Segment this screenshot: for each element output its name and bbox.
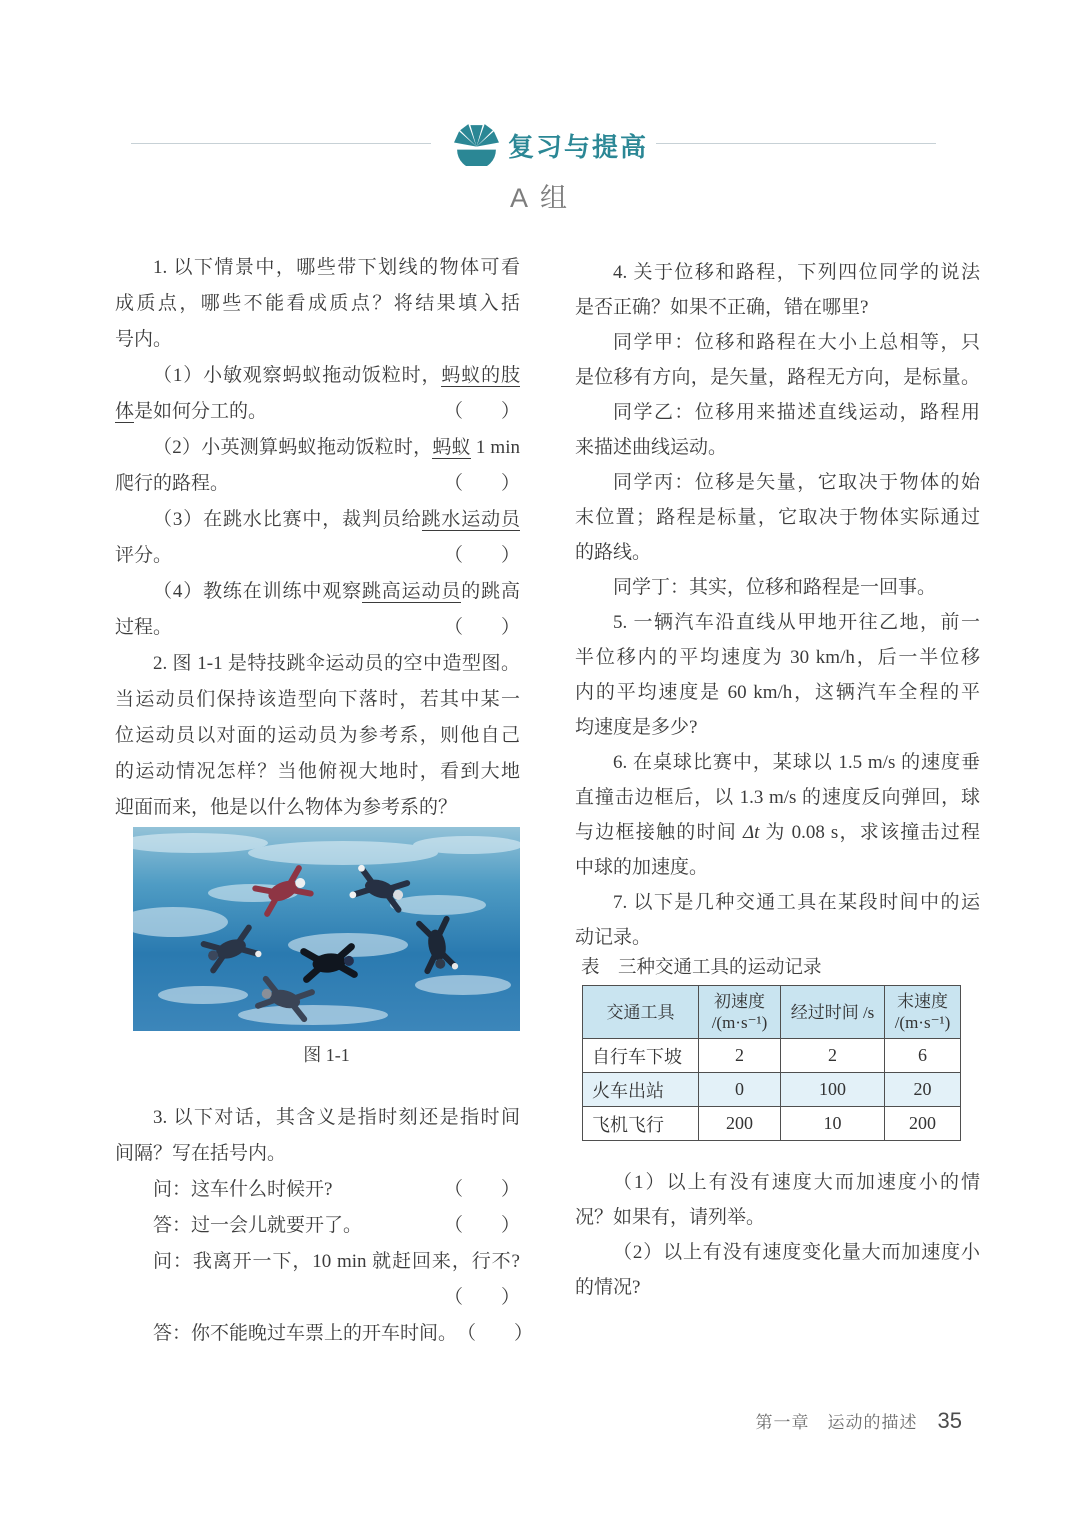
page-footer (756, 1408, 962, 1434)
text-line: 5. 一辆汽车沿直线从甲地开往乙地，前一 (613, 612, 980, 633)
text-line: 成质点，哪些不能看成质点？将结果填入括 (115, 293, 520, 314)
page-number: 35 (937, 1408, 962, 1433)
text-line: 均速度是多少? (575, 717, 698, 738)
text-line: 问：我离开一下，10 min 就赶回来，行不? (153, 1251, 520, 1272)
text-line: 与边框接触的时间 Δt 为 0.08 s，求该撞击过程 (575, 822, 980, 843)
text-line: 中球的加速度。 (575, 857, 709, 878)
text-line: （2）以上有没有速度变化量大而加速度小 (613, 1242, 980, 1263)
text-line: 迎面而来，他是以什么物体为参考系的？ (115, 797, 458, 818)
text-line: 3. 以下对话，其含义是指时刻还是指时间 (153, 1107, 520, 1128)
left-column (115, 250, 520, 826)
text-line: 位运动员以对面的运动员为参考系，则他自己 (115, 725, 520, 746)
text-line-with-blank: 答：你不能晚过车票上的开车时间。 （ ） (115, 1316, 520, 1352)
left-column-q3 (115, 1100, 534, 1352)
group-a-heading: A 组 (509, 183, 571, 213)
text-line-with-blank: 问：这车什么时候开? （ ） (115, 1172, 520, 1208)
section-title: 复习与提高 (508, 132, 649, 162)
col-header-initial-speed: 初速度 /(m·s⁻¹) (699, 986, 781, 1039)
text-line: 末位置；路程是标量，它取决于物体实际通过 (575, 507, 980, 528)
text-line: 内的平均速度是 60 km/h，这辆汽车全程的平 (575, 682, 980, 703)
text-line-with-blank: 评分。 （ ） (115, 538, 520, 574)
text-line: 是否正确？如果不正确，错在哪里? (575, 297, 869, 318)
answer-blank: （ ） (443, 617, 520, 638)
header-rule-left (131, 143, 431, 144)
text-line: 动记录。 (575, 927, 652, 948)
text-line: （3）在跳水比赛中，裁判员给跳水运动员 (153, 509, 520, 530)
text-line: 来描述曲线运动。 (575, 437, 728, 458)
text-line: 的运动情况怎样？当他俯视大地时，看到大地 (115, 761, 520, 782)
table-row: 自行车下坡 2 2 6 (583, 1039, 961, 1073)
text-line: 同学丁：其实，位移和路程是一回事。 (613, 577, 937, 598)
text-line-with-blank: 答：过一会儿就要开了。 （ ） (115, 1208, 520, 1244)
text-line: 当运动员们保持该造型向下落时，若其中某一 (115, 689, 520, 710)
col-header-vehicle: 交通工具 (583, 986, 699, 1039)
text-line: 同学乙：位移用来描述直线运动，路程用 (613, 402, 980, 423)
text-line: 直撞击边框后，以 1.3 m/s 的速度反向弹回，球 (575, 787, 980, 808)
text-line: 况？如果有，请列举。 (575, 1207, 766, 1228)
text-line: 号内。 (115, 329, 173, 350)
text-line: （2）小英测算蚂蚁拖动饭粒时，蚂蚁 1 min (153, 437, 520, 458)
table-row: 火车出站 0 100 20 (583, 1073, 961, 1107)
col-header-elapsed-time: 经过时间 /s (781, 986, 885, 1039)
motion-record-table (582, 985, 961, 1141)
answer-blank-line (115, 1280, 520, 1316)
text-line-with-blank: 体是如何分工的。 （ ） (115, 394, 520, 430)
text-line: （1）小敏观察蚂蚁拖动饭粒时，蚂蚁的肢 (153, 365, 520, 386)
text-line: 同学甲：位移和路程在大小上总相等，只 (613, 332, 980, 353)
table-row: 飞机飞行 200 10 200 (583, 1107, 961, 1141)
text-line-with-blank: 过程。 （ ） (115, 610, 520, 646)
text-line: （4）教练在训练中观察跳高运动员的跳高 (153, 581, 520, 602)
text-line: 7. 以下是几种交通工具在某段时间中的运 (613, 892, 980, 913)
col-header-final-speed: 末速度 /(m·s⁻¹) (885, 986, 961, 1039)
chapter-title: 第一章 运动的描述 (755, 1413, 918, 1432)
answer-blank: （ ） (443, 473, 520, 494)
figure-caption: 图 1-1 (303, 1045, 350, 1065)
answer-blank: （ ） (443, 1287, 520, 1308)
text-line: 6. 在桌球比赛中，某球以 1.5 m/s 的速度垂 (613, 752, 980, 773)
text-line-with-blank: 爬行的路程。 （ ） (115, 466, 520, 502)
answer-blank: （ ） (443, 401, 520, 422)
answer-blank: （ ） (457, 1323, 534, 1344)
text-line: 间隔？写在括号内。 (115, 1143, 287, 1164)
text-line: 是位移有方向，是矢量，路程无方向，是标量。 (575, 367, 980, 388)
figure-1-1 (133, 827, 520, 1066)
text-line: 2. 图 1-1 是特技跳伞运动员的空中造型图。 (153, 653, 520, 674)
right-column (575, 255, 980, 1305)
header-rule-right (656, 143, 936, 144)
skydivers-photo (133, 827, 520, 1031)
text-line: 4. 关于位移和路程，下列四位同学的说法 (613, 262, 980, 283)
table-caption: 表 三种交通工具的运动记录 (581, 958, 822, 978)
text-line: 同学丙：位移是矢量，它取决于物体的始 (613, 472, 980, 493)
text-line: （1）以上有没有速度大而加速度小的情 (613, 1172, 980, 1193)
text-line: 半位移内的平均速度为 30 km/h，后一半位移 (575, 647, 980, 668)
lotus-icon (453, 119, 500, 166)
text-line: 的情况? (575, 1277, 641, 1298)
text-line: 的路线。 (575, 542, 652, 563)
answer-blank: （ ） (443, 1179, 520, 1200)
table-header-row (583, 986, 961, 1039)
text-line: 1. 以下情景中，哪些带下划线的物体可看 (153, 257, 520, 278)
answer-blank: （ ） (443, 1215, 520, 1236)
answer-blank: （ ） (443, 545, 520, 566)
